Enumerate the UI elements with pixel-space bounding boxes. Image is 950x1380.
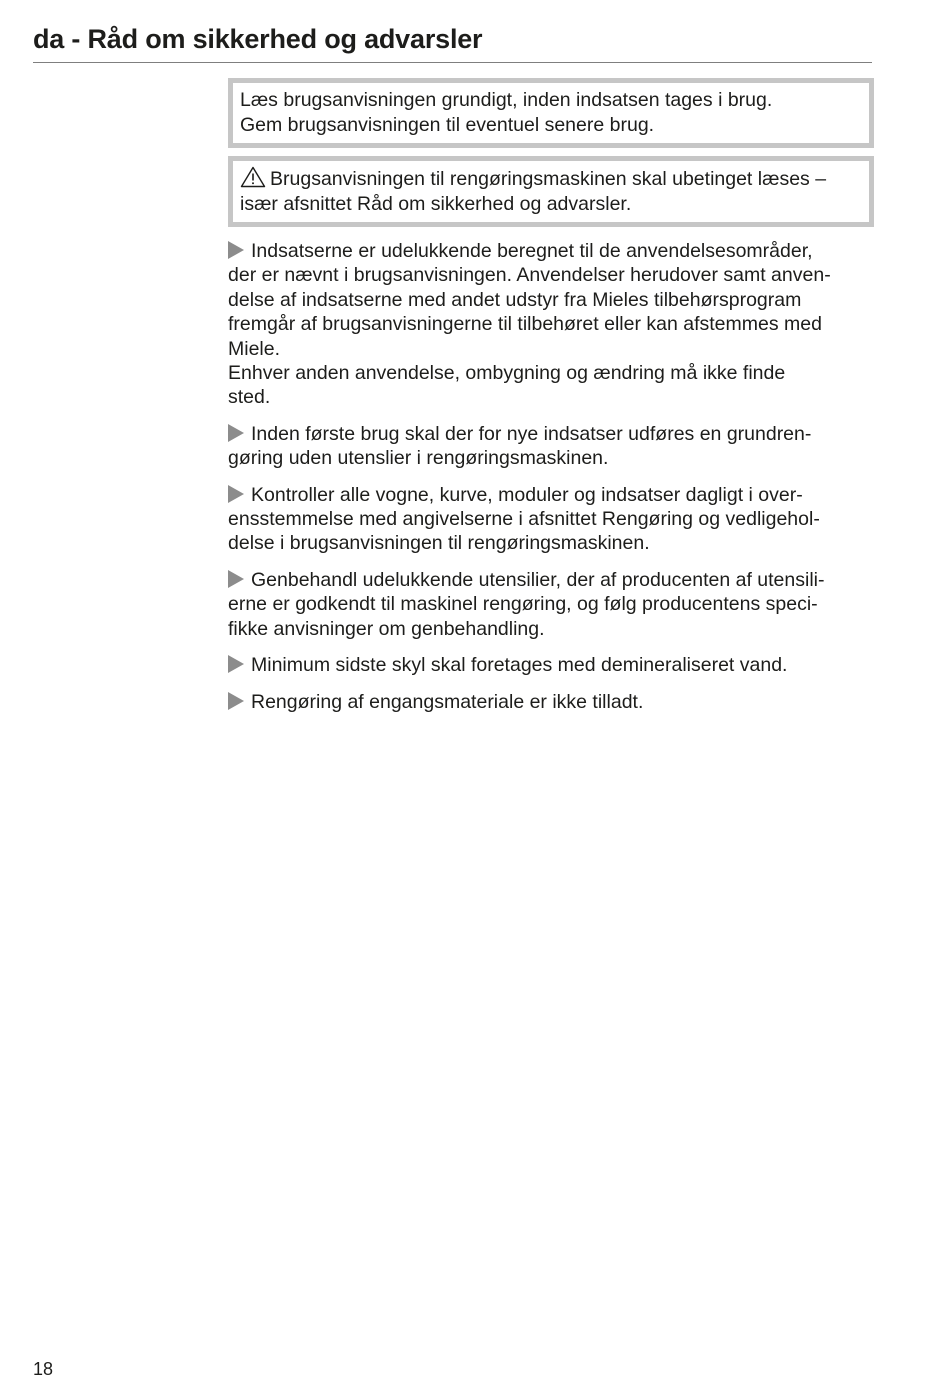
- list-item-text: Miele.: [228, 337, 281, 360]
- warning-box-line: især afsnittet Råd om sikkerhed og advarsler.: [240, 193, 632, 215]
- list-item-text: ensstemmelse med angivelserne i afsnittet Rengøring og vedligehol-: [228, 508, 820, 531]
- page-title: da - Råd om sikkerhed og advarsler: [33, 24, 483, 54]
- list-item-text: Indsatserne er udelukkende beregnet til de anvendelsesområder,: [251, 240, 813, 262]
- info-box: [228, 78, 874, 148]
- list-item-text: fikke anvisninger om genbehandling.: [228, 617, 545, 640]
- list-item: [228, 690, 874, 714]
- list-item: [228, 568, 874, 641]
- list-item-text: der er nævnt i brugsanvisningen. Anvendelser herudover samt anven-: [228, 264, 831, 287]
- arrow-bullet-icon: [228, 485, 244, 503]
- list-item: [228, 239, 874, 410]
- list-item-text: Inden første brug skal der for nye indsatser udføres en grundren-: [251, 422, 812, 445]
- content-column: [228, 78, 874, 726]
- list-item-text: Enhver anden anvendelse, ombygning og ændring må ikke finde: [228, 362, 786, 385]
- arrow-bullet-icon: [228, 424, 244, 442]
- list-item-text: delse af indsatserne med andet udstyr fra Mieles tilbehørsprogram: [228, 288, 802, 311]
- warning-triangle-icon: [240, 166, 266, 188]
- list-item: [228, 653, 874, 677]
- info-box-line: Gem brugsanvisningen til eventuel senere brug.: [240, 114, 655, 136]
- list-item: [228, 483, 874, 556]
- page-number: 18: [33, 1359, 54, 1379]
- arrow-bullet-icon: [228, 241, 244, 259]
- safety-list: [228, 239, 874, 714]
- list-item-text: delse i brugsanvisningen til rengøringsmaskinen.: [228, 532, 650, 555]
- list-item-text: gøring uden utenslier i rengøringsmaskinen.: [228, 447, 609, 470]
- page-header: [33, 22, 872, 63]
- list-item-text: erne er godkendt til maskinel rengøring, og følg producentens speci-: [228, 593, 818, 616]
- list-item-text: Genbehandl udelukkende utensilier, der af producenten af utensili-: [251, 568, 825, 591]
- list-item-text: fremgår af brugsanvisningerne til tilbehøret eller kan afstemmes med: [228, 313, 822, 336]
- list-item-text: Minimum sidste skyl skal foretages med demineraliseret vand.: [251, 654, 788, 677]
- list-item-text: sted.: [228, 386, 271, 409]
- list-item: [228, 422, 874, 471]
- arrow-bullet-icon: [228, 570, 244, 588]
- list-item-text: Rengøring af engangsmateriale er ikke tilladt.: [251, 690, 644, 713]
- warning-box: [228, 156, 874, 227]
- arrow-bullet-icon: [228, 655, 244, 673]
- info-box-line: Læs brugsanvisningen grundigt, inden indsatsen tages i brug.: [240, 89, 773, 111]
- warning-box-line: Brugsanvisningen til rengøringsmaskinen skal ubetinget læses –: [270, 168, 827, 190]
- arrow-bullet-icon: [228, 692, 244, 710]
- list-item-text: Kontroller alle vogne, kurve, moduler og indsatser dagligt i over-: [251, 483, 803, 506]
